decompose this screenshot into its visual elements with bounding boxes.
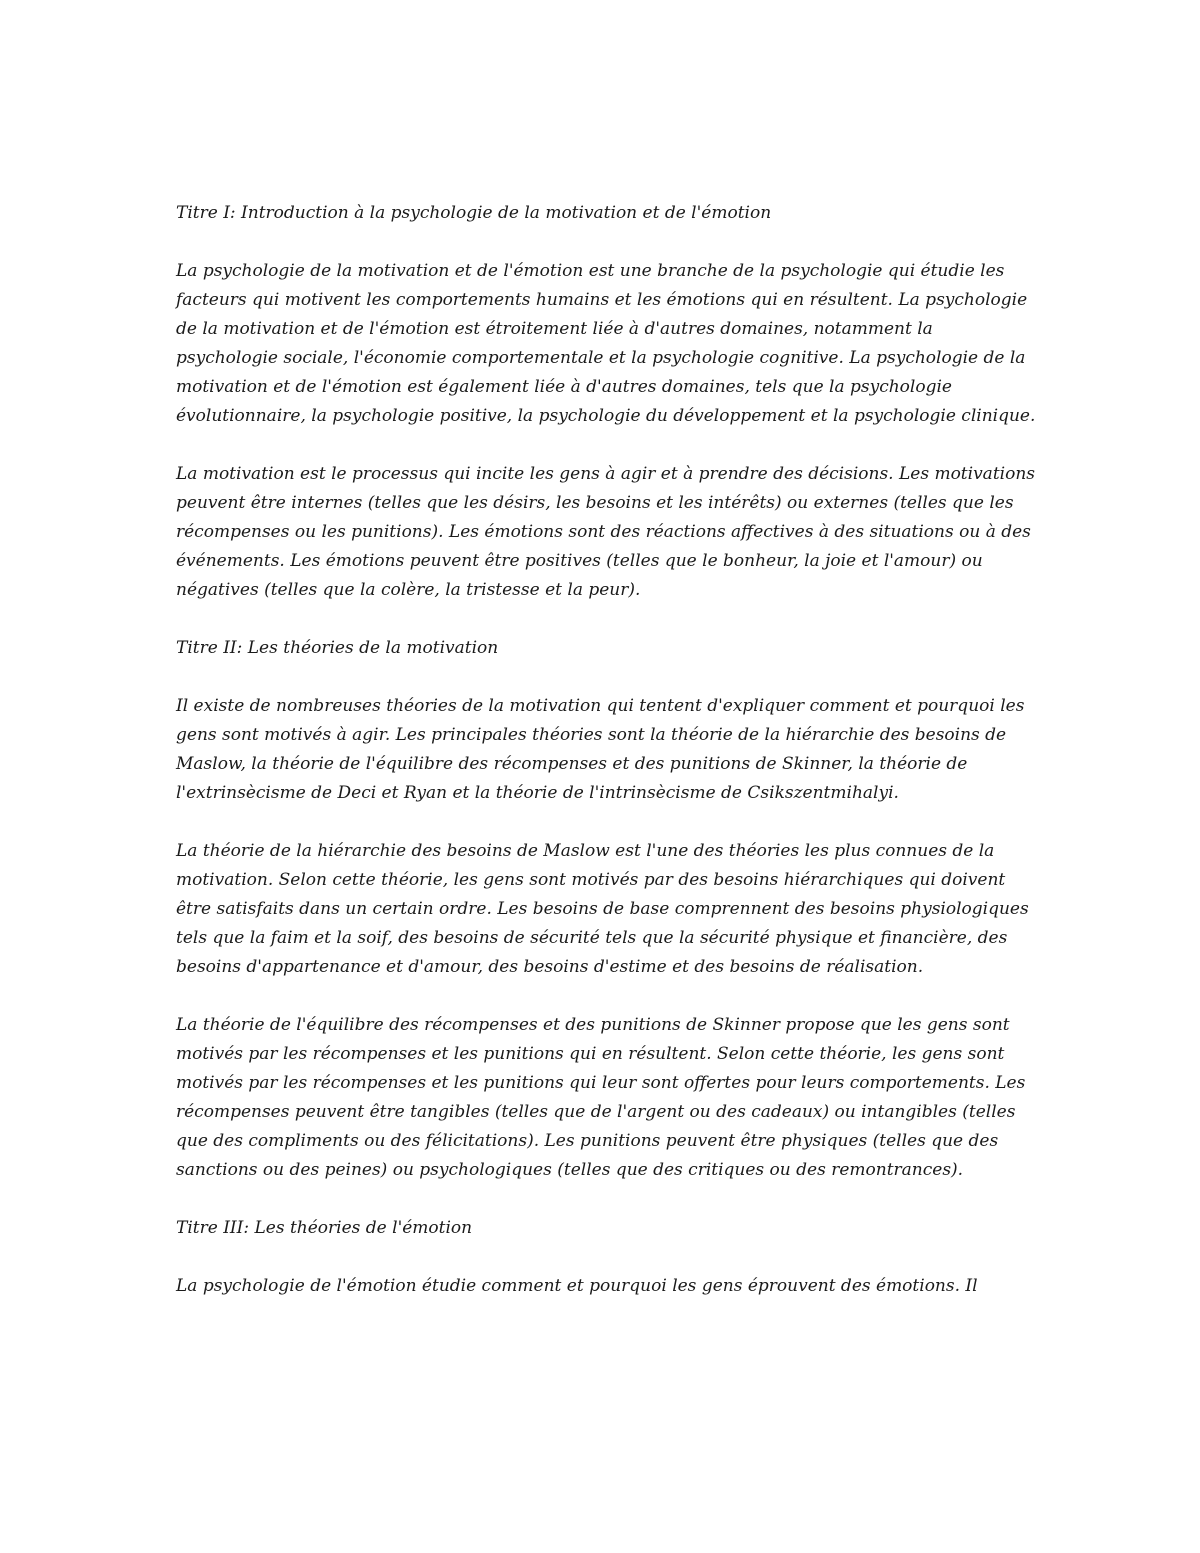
section-heading-3: Titre III: Les théories de l'émotion [176,1218,473,1238]
document-body [176,199,1038,1330]
paragraph-2-3: La théorie de l'équilibre des récompenses et des punitions de Skinner propose que les gens sont motivés par les récompenses et les punitions qui en résultent. Selon cette théorie, les gens sont motivés par les récompenses et les punitions qui leur sont offertes pour leurs comportements. Les récompenses peuvent être tangibles (telles que de l'argent ou des cadeaux) ou intangibles (telles que des compliments ou des félicitations). Les punitions peuvent être physiques (telles que des sanctions ou des peines) ou psychologiques (telles que des critiques ou des remontrances). [176,1015,1026,1180]
section-heading-1: Titre I: Introduction à la psychologie de la motivation et de l'émotion [176,203,772,223]
paragraph-2-1: Il existe de nombreuses théories de la motivation qui tentent d'expliquer comment et pourquoi les gens sont motivés à agir. Les principales théories sont la théorie de la hiérarchie des besoins de Maslow, la théorie de l'équilibre des récompenses et des punitions de Skinner, la théorie de l'extrinsècisme de Deci et Ryan et la théorie de l'intrinsècisme de Csikszentmihalyi. [176,696,1025,803]
section-heading-2: Titre II: Les théories de la motivation [176,638,499,658]
paragraph-3-1: La psychologie de l'émotion étudie comment et pourquoi les gens éprouvent des émotions. Il [176,1276,978,1296]
paragraph-2-2: La théorie de la hiérarchie des besoins de Maslow est l'une des théories les plus connues de la motivation. Selon cette théorie, les gens sont motivés par des besoins hiérarchiques qui doivent être satisfaits dans un certain ordre. Les besoins de base comprennent des besoins physiologiques tels que la faim et la soif, des besoins de sécurité tels que la sécurité physique et financière, des besoins d'appartenance et d'amour, des besoins d'estime et des besoins de réalisation. [176,841,1029,977]
paragraph-1-2: La motivation est le processus qui incite les gens à agir et à prendre des décisions. Les motivations peuvent être internes (telles que les désirs, les besoins et les intérêts) ou externes (telles que les récompenses ou les punitions). Les émotions sont des réactions affectives à des situations ou à des événements. Les émotions peuvent être positives (telles que le bonheur, la joie et l'amour) ou négatives (telles que la colère, la tristesse et la peur). [176,464,1035,600]
paragraph-1-1: La psychologie de la motivation et de l'émotion est une branche de la psychologie qui étudie les facteurs qui motivent les comportements humains et les émotions qui en résultent. La psychologie de la motivation et de l'émotion est étroitement liée à d'autres domaines, notamment la psychologie sociale, l'économie comportementale et la psychologie cognitive. La psychologie de la motivation et de l'émotion est également liée à d'autres domaines, tels que la psychologie évolutionnaire, la psychologie positive, la psychologie du développement et la psychologie clinique. [176,261,1036,426]
